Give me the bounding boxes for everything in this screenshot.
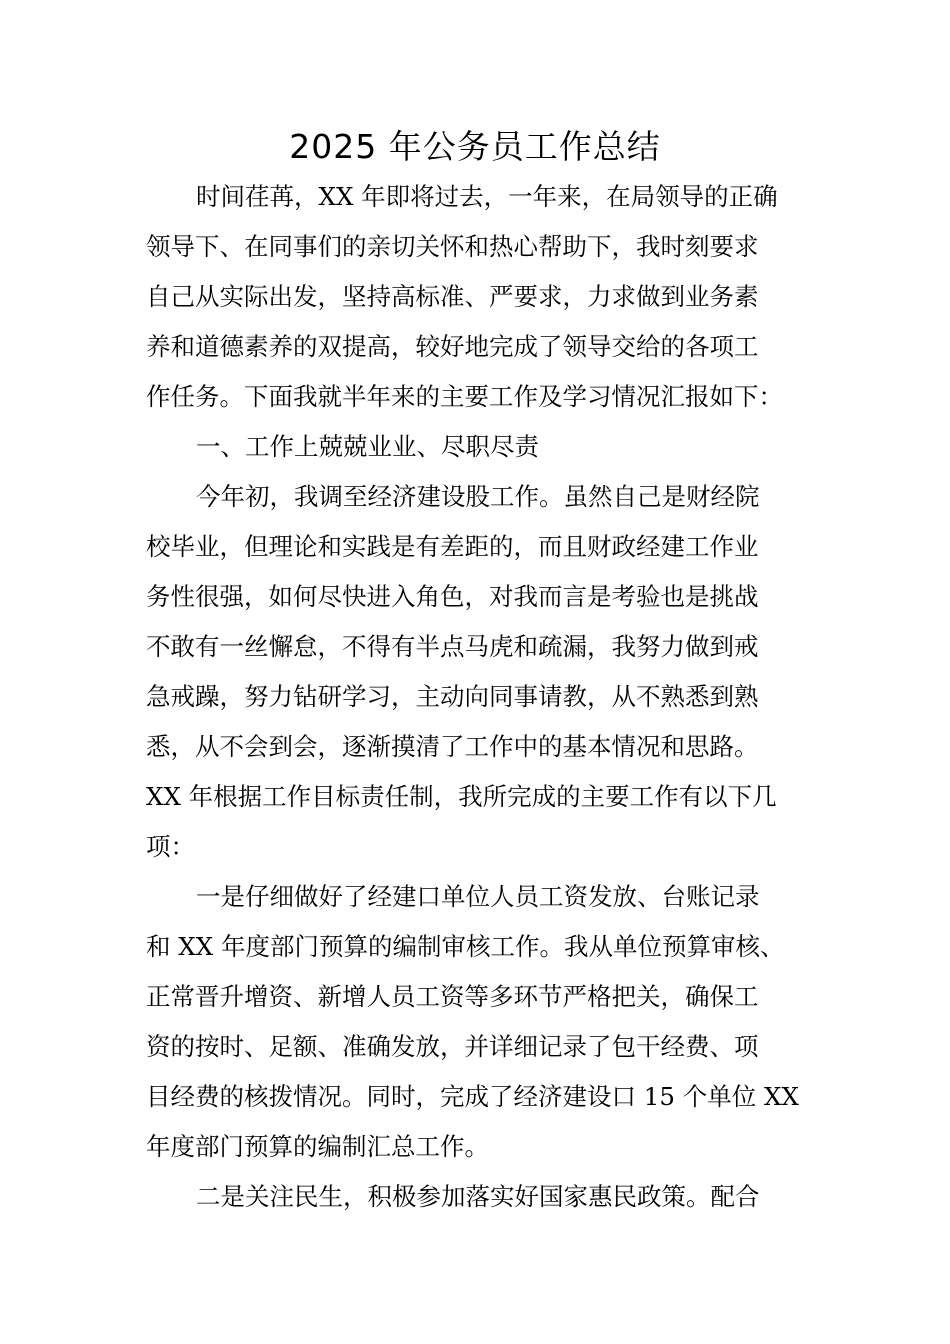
paragraph-line: 项： <box>146 832 195 861</box>
paragraph-line: 年度部门预算的编制汇总工作。 <box>146 1132 489 1161</box>
section-heading: 一、工作上兢兢业业、尽职尽责 <box>196 432 539 461</box>
paragraph-line: 急戒躁，努力钻研学习，主动向同事请教，从不熟悉到熟 <box>146 682 759 711</box>
paragraph-line: 时间荏苒，XX 年即将过去，一年来，在局领导的正确 <box>196 182 778 211</box>
paragraph-line: 正常晋升增资、新增人员工资等多环节严格把关，确保工 <box>146 982 759 1011</box>
paragraph-line: 目经费的核拨情况。同时，完成了经济建设口 15 个单位 XX <box>146 1082 799 1111</box>
paragraph-line: 资的按时、足额、准确发放，并详细记录了包干经费、项 <box>146 1032 759 1061</box>
paragraph-line: 务性很强，如何尽快进入角色，对我而言是考验也是挑战 <box>146 582 759 611</box>
paragraph-line: 自己从实际出发，坚持高标准、严要求，力求做到业务素 <box>146 282 759 311</box>
paragraph-line: 作任务。下面我就半年来的主要工作及学习情况汇报如下： <box>146 382 783 411</box>
paragraph-line: 今年初，我调至经济建设股工作。虽然自己是财经院 <box>196 482 760 511</box>
paragraph-line: 悉，从不会到会，逐渐摸清了工作中的基本情况和思路。 <box>146 732 759 761</box>
paragraph-line: 领导下、在同事们的亲切关怀和热心帮助下，我时刻要求 <box>146 232 759 261</box>
paragraph-line: 和 XX 年度部门预算的编制审核工作。我从单位预算审核、 <box>146 932 785 961</box>
paragraph-line: 不敢有一丝懈怠，不得有半点马虎和疏漏，我努力做到戒 <box>146 632 759 661</box>
paragraph-line: 校毕业，但理论和实践是有差距的，而且财政经建工作业 <box>146 532 759 561</box>
paragraph-line: 二是关注民生，积极参加落实好国家惠民政策。配合 <box>196 1182 760 1211</box>
document-title: 2025 年公务员工作总结 <box>289 127 661 166</box>
paragraph-line: 一是仔细做好了经建口单位人员工资发放、台账记录 <box>196 882 760 911</box>
paragraph-line: 养和道德素养的双提高，较好地完成了领导交给的各项工 <box>146 332 759 361</box>
paragraph-line: XX 年根据工作目标责任制，我所完成的主要工作有以下几 <box>146 782 777 811</box>
